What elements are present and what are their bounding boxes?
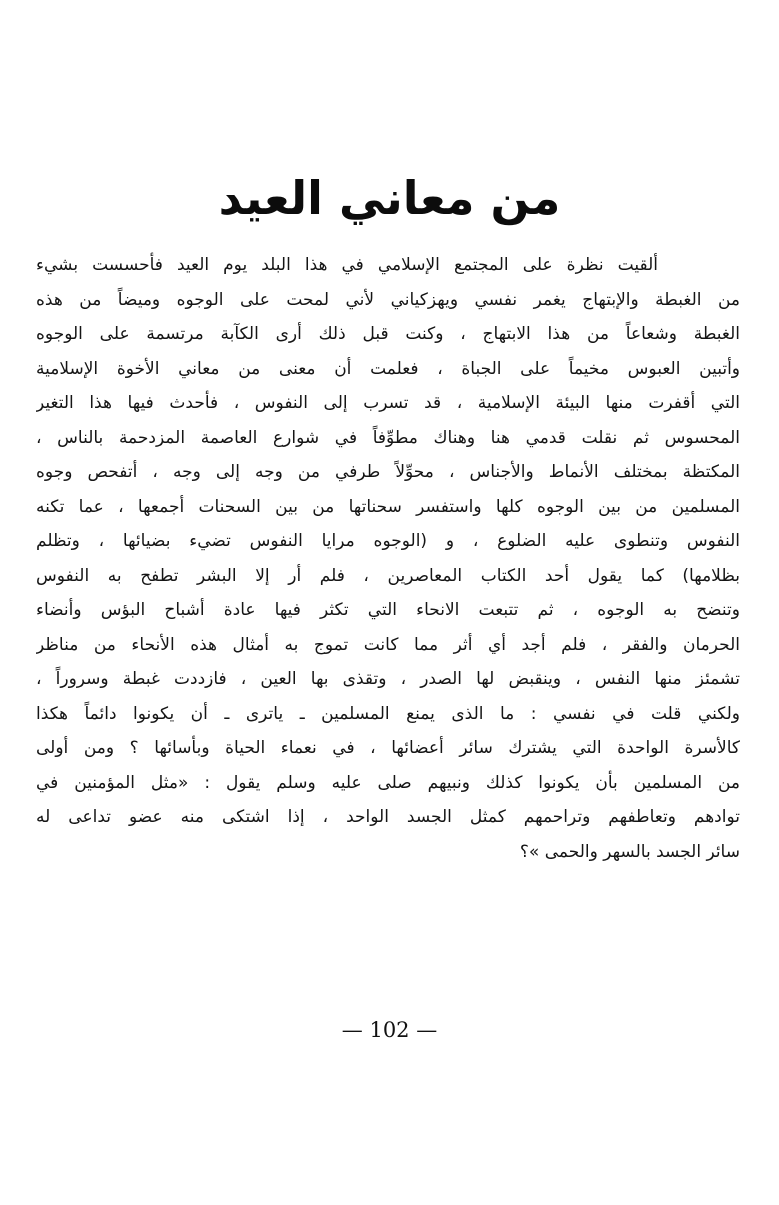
- text-line: ألقيت نظرة على المجتمع الإسلامي في هذا البلد يوم العيد فأحسست بشيء: [36, 255, 658, 275]
- text-line: من الغبطة والإبتهاج يغمر نفسي ويهزكياني لأني لمحت على الوجوه وميضاً من هذه: [36, 289, 740, 310]
- text-line: الحرمان والفقر ، فلم أجد أي أثر مما كانت تموج به أمثال هذه الأنحاء من مناظر: [36, 634, 740, 655]
- chapter-title: من معاني العيد: [218, 171, 561, 225]
- page-number: — 102 —: [341, 1018, 438, 1042]
- text-line: توادهم وتعاطفهم وتراحمهم كمثل الجسد الواحد ، إذا اشتكى منه عضو تداعى له: [36, 807, 740, 827]
- text-line: بظلامها) كما يقول أحد الكتاب المعاصرين ، فلم أر إلا البشر تطفح به النفوس: [36, 565, 740, 586]
- text-line: ولكني قلت في نفسي : ما الذى يمنع المسلمين ـ ياترى ـ أن يكونوا دائماً هكذا: [36, 703, 740, 724]
- text-line: التي أقفرت منها البيئة الإسلامية ، قد تسرب إلى النفوس ، فأحدث فيها هذا التغير: [36, 393, 740, 413]
- text-line: من المسلمين بأن يكونوا كذلك ونبيهم صلى عليه وسلم يقول : «مثل المؤمنين في: [36, 772, 740, 793]
- text-line: المكتظة بمختلف الأنماط والأجناس ، محوِّلاً طرفي من وجه إلى وجه ، أتفحص وجوه: [36, 462, 740, 482]
- text-line: الغبطة وشعاعاً من هذا الابتهاج ، وكنت قبل ذلك أرى الكآبة مرتسمة على الوجوه: [36, 324, 740, 344]
- text-line: سائر الجسد بالسهر والحمى »؟: [519, 841, 740, 862]
- text-line: المسلمين من بين الوجوه كلها واستفسر سحناتها من بين السحنات أجمعها ، عما تكنه: [36, 496, 740, 517]
- text-line: وتنضح به الوجوه ، ثم تتبعت الانحاء التي تكثر فيها عادة أشباح البؤس وأنضاء: [36, 600, 740, 620]
- text-line: النفوس وتنطوى عليه الضلوع ، و (الوجوه مرايا النفوس تضيء بضيائها ، وتظلم: [36, 531, 740, 551]
- text-line: وأتبين العبوس مخيماً على الجباة ، فعلمت أن معنى من معاني الأخوة الإسلامية: [36, 358, 740, 379]
- text-line: تشمئز منها النفس ، وينقبض لها الصدر ، وتقذى بها العين ، فازددت غبطة وسروراً ،: [36, 669, 740, 689]
- body-text: [36, 248, 740, 869]
- text-line: المحسوس ثم نقلت قدمي هنا وهناك مطوِّفاً في شوارع العاصمة المزدحمة بالناس ،: [36, 427, 740, 448]
- text-line: كالأسرة الواحدة التي يشترك سائر أعضائها ، في نعماء الحياة وبأسائها ؟ ومن أولى: [36, 738, 740, 758]
